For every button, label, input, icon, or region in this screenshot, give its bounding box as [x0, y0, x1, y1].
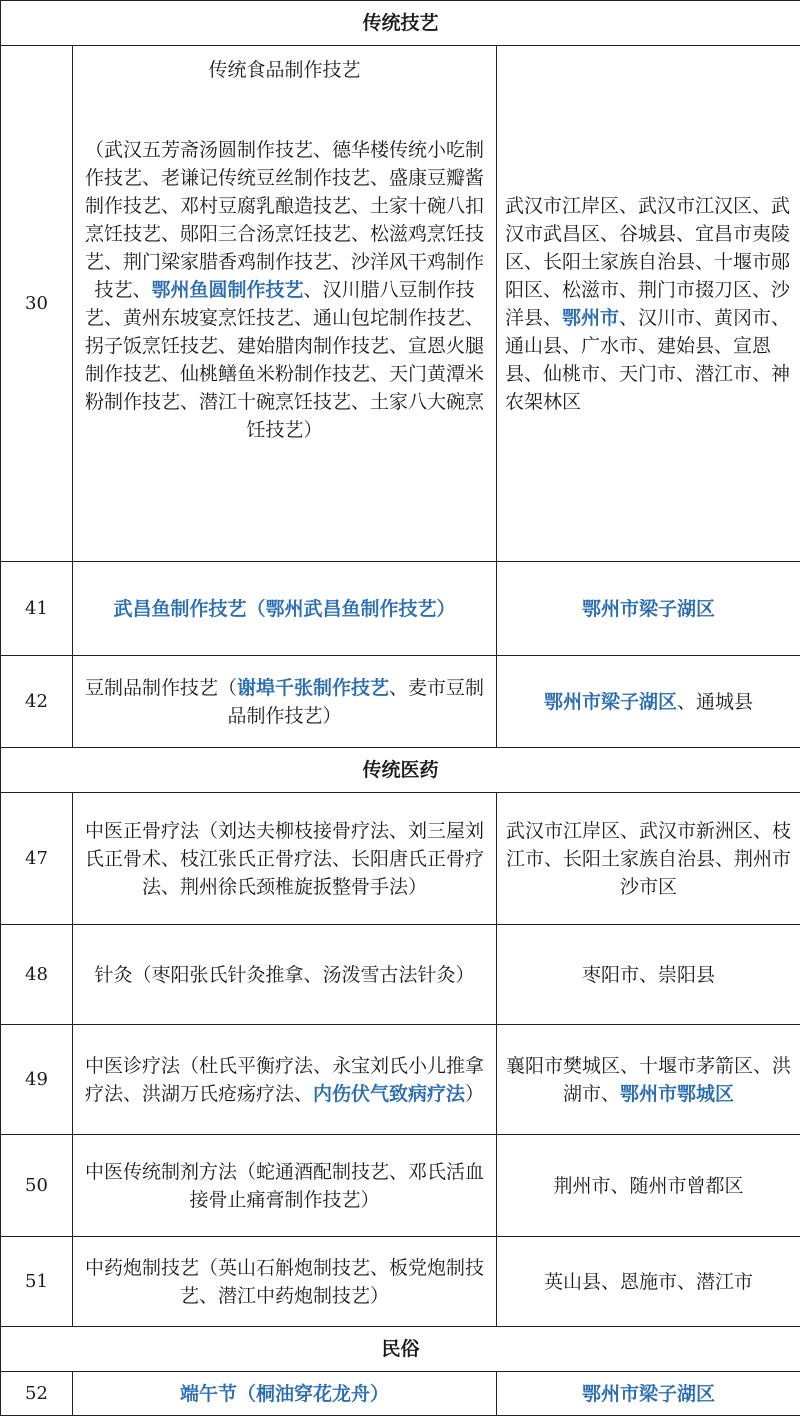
- item-name: [73, 46, 497, 562]
- table-row: [1, 656, 800, 748]
- item-name: 端午节（桐油穿花龙舟）: [73, 1372, 497, 1416]
- item-name: 针灸（枣阳张氏针灸推拿、汤泼雪古法针灸）: [73, 925, 497, 1025]
- item-region: [497, 656, 800, 748]
- region-part: 、汉川市、黄冈市、通山县、广水市、建始县、宣恩县、仙桃市、天门市、潜江市、神农架林区: [505, 306, 791, 413]
- row-number: 49: [1, 1025, 73, 1135]
- item-region: 枣阳市、崇阳县: [497, 925, 800, 1025]
- item-title: 传统食品制作技艺: [208, 59, 361, 81]
- item-name: 中医传统制剂方法（蛇通酒配制技艺、邓氏活血接骨止痛膏制作技艺）: [73, 1135, 497, 1237]
- item-part: 中医诊疗法（杜氏平衡疗法、永宝刘氏小儿推拿疗法、洪湖万氏疮疡疗法、: [84, 1054, 484, 1105]
- highlighted-item: 内伤伏气致病疗法: [312, 1082, 465, 1105]
- region-part: 襄阳市樊城区、十堰市茅箭区、洪湖市、: [505, 1054, 791, 1105]
- row-number: 52: [1, 1372, 73, 1416]
- region-part: 武汉市江岸区、武汉市江汉区、武汉市武昌区、谷城县、宜昌市夷陵区、长阳土家族自治县、十堰市郧阳区、松滋市、荆门市掇刀区、沙洋县、: [505, 194, 791, 329]
- table-row: [1, 925, 800, 1025]
- item-part: 、麦市豆制品制作技艺）: [227, 676, 485, 727]
- row-number: 42: [1, 656, 73, 748]
- item-region: [497, 1025, 800, 1135]
- row-number: 30: [1, 46, 73, 562]
- item-name: 中药炮制技艺（英山石斛炮制技艺、板党炮制技艺、潜江中药炮制技艺）: [73, 1237, 497, 1327]
- item-region: 武汉市江岸区、武汉市新洲区、枝江市、长阳土家族自治县、荆州市沙市区: [497, 793, 800, 925]
- table-row: [1, 562, 800, 656]
- section-title: 民俗: [1, 1327, 800, 1372]
- table-row: [1, 1025, 800, 1135]
- highlighted-region: 鄂州市鄂城区: [620, 1082, 735, 1105]
- table-row: [1, 46, 800, 562]
- highlighted-item: 谢埠千张制作技艺: [236, 676, 389, 699]
- section-header-medicine: [1, 748, 800, 793]
- section-title: 传统医药: [1, 748, 800, 793]
- item-detail: [85, 139, 484, 441]
- item-region: 鄂州市梁子湖区: [497, 1372, 800, 1416]
- item-region: 鄂州市梁子湖区: [497, 562, 800, 656]
- section-header-craft: [1, 1, 800, 46]
- table-row: [1, 1135, 800, 1237]
- highlighted-region: 鄂州市梁子湖区: [543, 690, 677, 713]
- item-detail-part: 、汉川腊八豆制作技艺、黄州东坡宴烹饪技艺、通山包坨制作技艺、拐子饭烹饪技艺、建始腊肉制作技艺、宣恩火腿制作技艺、仙桃鳝鱼米粉制作技艺、天门黄潭米粉制作技艺、潜江十碗烹饪技艺、土家八大碗烹饪技艺）: [84, 279, 484, 441]
- item-name: 中医正骨疗法（刘达夫柳枝接骨疗法、刘三屋刘氏正骨术、枝江张氏正骨疗法、长阳唐氏正骨疗法、荆州徐氏颈椎旋扳整骨手法）: [73, 793, 497, 925]
- table-row: [1, 1237, 800, 1327]
- item-name: 武昌鱼制作技艺（鄂州武昌鱼制作技艺）: [73, 562, 497, 656]
- item-region: 英山县、恩施市、潜江市: [497, 1237, 800, 1327]
- section-title: 传统技艺: [1, 1, 800, 46]
- row-number: 50: [1, 1135, 73, 1237]
- row-number: 48: [1, 925, 73, 1025]
- row-number: 47: [1, 793, 73, 925]
- highlighted-item: 鄂州鱼圆制作技艺: [151, 279, 304, 301]
- table-row: [1, 793, 800, 925]
- item-part: 豆制品制作技艺（: [84, 676, 237, 699]
- item-region: 荆州市、随州市曾都区: [497, 1135, 800, 1237]
- table-row: [1, 1372, 800, 1416]
- item-name: [73, 1025, 497, 1135]
- region-part: 、通城县: [677, 690, 754, 713]
- row-number: 41: [1, 562, 73, 656]
- item-name: [73, 656, 497, 748]
- row-number: 51: [1, 1237, 73, 1327]
- item-detail-part: （武汉五芳斋汤圆制作技艺、德华楼传统小吃制作技艺、老谦记传统豆丝制作技艺、盛康豆瓣酱制作技艺、邓村豆腐乳酿造技艺、土家十碗八扣烹饪技艺、郧阳三合汤烹饪技艺、松滋鸡烹饪技艺、荆门梁家腊香鸡制作技艺、沙洋风干鸡制作技艺、: [84, 139, 484, 301]
- item-part: ）: [465, 1082, 485, 1105]
- section-header-folk: [1, 1327, 800, 1372]
- highlighted-region: 鄂州市: [562, 306, 620, 329]
- item-region: [497, 46, 800, 562]
